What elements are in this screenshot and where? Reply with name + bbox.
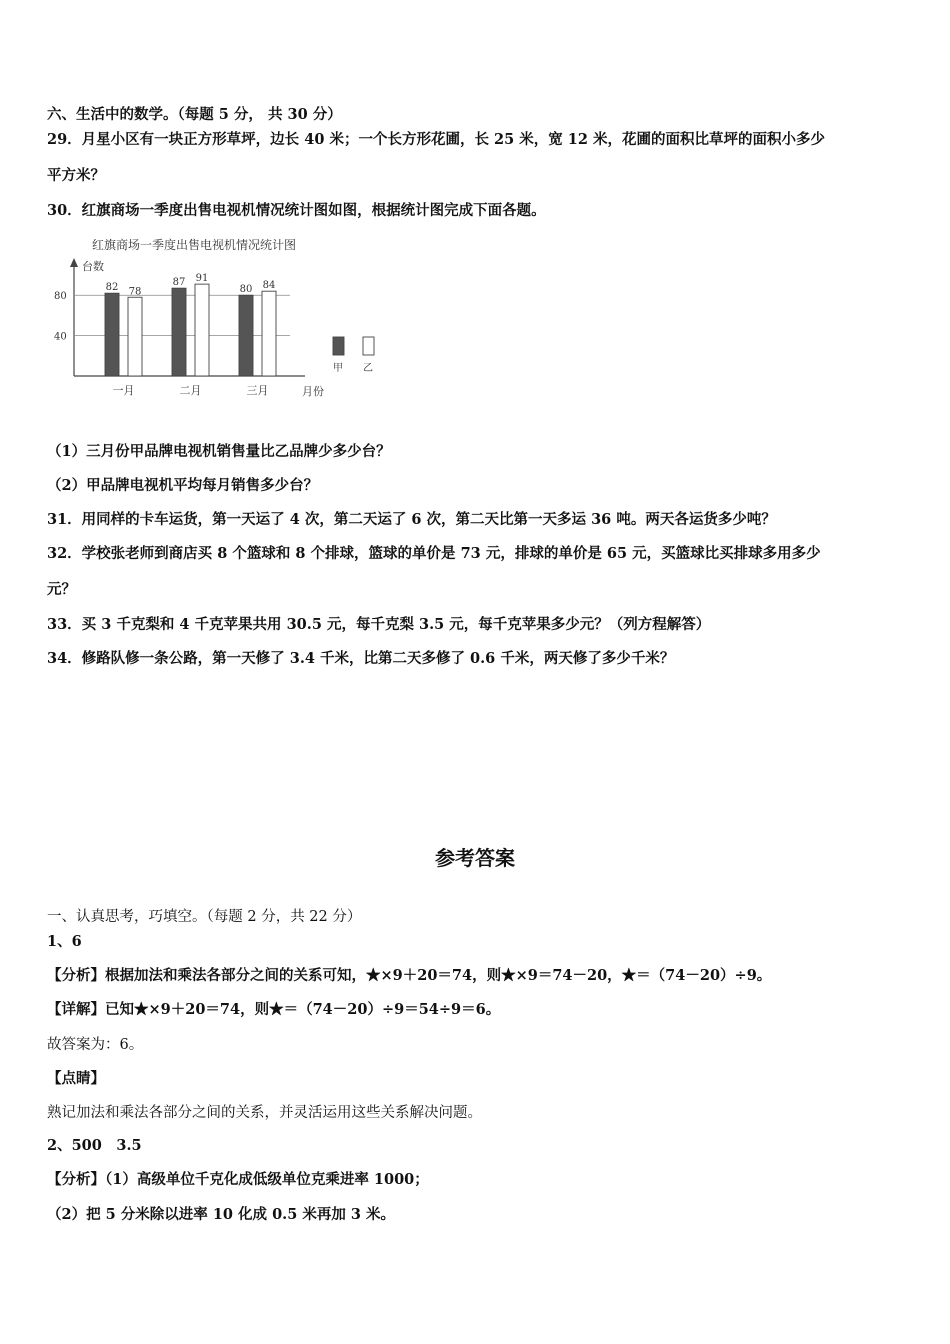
question-29-line1: 29．月星小区有一块正方形草坪，边长 40 米；一个长方形花圃，长 25 米，宽 12 米，花圃的面积比草坪的面积小多少 [47, 131, 825, 148]
tv-sales-bar-chart [50, 230, 373, 405]
y-axis-label: 台数 [82, 260, 104, 273]
answer-1-result: 故答案为：6。 [47, 1037, 144, 1053]
y-tick-label-40: 40 [54, 331, 67, 343]
question-29-line2: 平方米？ [47, 167, 105, 184]
answer-2: 2、500 3.5 [47, 1137, 142, 1154]
answer-1-analysis: 【分析】根据加法和乘法各部分之间的关系可知，★×9＋20＝74，则★×9＝74－20，★＝（74－20）÷9。 [47, 967, 772, 984]
section6-heading: 六、生活中的数学。（每题 5 分， 共 30 分） [47, 106, 342, 123]
answer-2-analysis-1: 【分析】（1）高级单位千克化成低级单位克乘进率 1000； [47, 1171, 429, 1188]
answers-title: 参考答案 [435, 846, 515, 870]
legend-swatch-乙 [363, 337, 374, 355]
bar-甲-二月 [172, 288, 186, 376]
question-32-line2: 元？ [47, 581, 76, 598]
question-32-line1: 32．学校张老师到商店买 8 个篮球和 8 个排球，篮球的单价是 73 元，排球的单价是 65 元，买篮球比买排球多用多少 [47, 545, 821, 562]
answers-section1-heading: 一、认真思考，巧填空。（每题 2 分，共 22 分） [47, 909, 362, 925]
bar-甲-一月 [105, 293, 119, 376]
y-tick-label-80: 80 [54, 291, 67, 303]
legend-label-甲: 甲 [333, 363, 343, 374]
data-label-甲-一月: 82 [105, 282, 119, 294]
data-label-乙-一月: 78 [128, 286, 142, 298]
answer-1-tip: 熟记加法和乘法各部分之间的关系，并灵活运用这些关系解决问题。 [47, 1105, 482, 1121]
question-31: 31．用同样的卡车运货，第一天运了 4 次，第二天运了 6 次，第二天比第一天多运 36 吨。两天各运货多少吨？ [47, 511, 776, 528]
chart-title: 红旗商场一季度出售电视机情况统计图 [92, 238, 297, 252]
question-30-part1: （1）三月份甲品牌电视机销售量比乙品牌少多少台？ [47, 443, 391, 460]
data-label-甲-三月: 80 [239, 284, 253, 296]
bar-乙-二月 [195, 284, 209, 376]
answer-2-analysis-2: （2）把 5 分米除以进率 10 化成 0.5 米再加 3 米。 [47, 1206, 396, 1223]
question-33: 33．买 3 千克梨和 4 千克苹果共用 30.5 元，每千克梨 3.5 元，每千克苹果多少元？（列方程解答） [47, 616, 711, 633]
answer-1-tip-label: 【点睛】 [47, 1070, 105, 1087]
y-axis-arrow-icon [70, 258, 78, 267]
answer-1-detail: 【详解】已知★×9＋20＝74，则★＝（74－20）÷9＝54÷9＝6。 [47, 1001, 501, 1018]
answer-1: 1、6 [47, 933, 82, 950]
legend-label-乙: 乙 [363, 363, 373, 374]
bar-乙-一月 [128, 297, 142, 376]
data-label-乙-二月: 91 [195, 273, 209, 285]
x-tick-label-一月: 一月 [112, 384, 135, 397]
question-30-part2: （2）甲品牌电视机平均每月销售多少台？ [47, 477, 319, 494]
data-label-甲-二月: 87 [172, 277, 186, 289]
bar-乙-三月 [262, 291, 276, 376]
question-30: 30．红旗商场一季度出售电视机情况统计图如图，根据统计图完成下面各题。 [47, 202, 546, 219]
legend-swatch-甲 [333, 337, 344, 355]
bar-甲-三月 [239, 295, 253, 376]
x-tick-label-三月: 三月 [246, 384, 269, 397]
x-tick-label-二月: 二月 [179, 384, 202, 397]
data-label-乙-三月: 84 [262, 280, 276, 292]
x-axis-label: 月份 [302, 385, 324, 398]
question-34: 34．修路队修一条公路，第一天修了 3.4 千米，比第二天多修了 0.6 千米，两天修了多少千米？ [47, 650, 675, 667]
